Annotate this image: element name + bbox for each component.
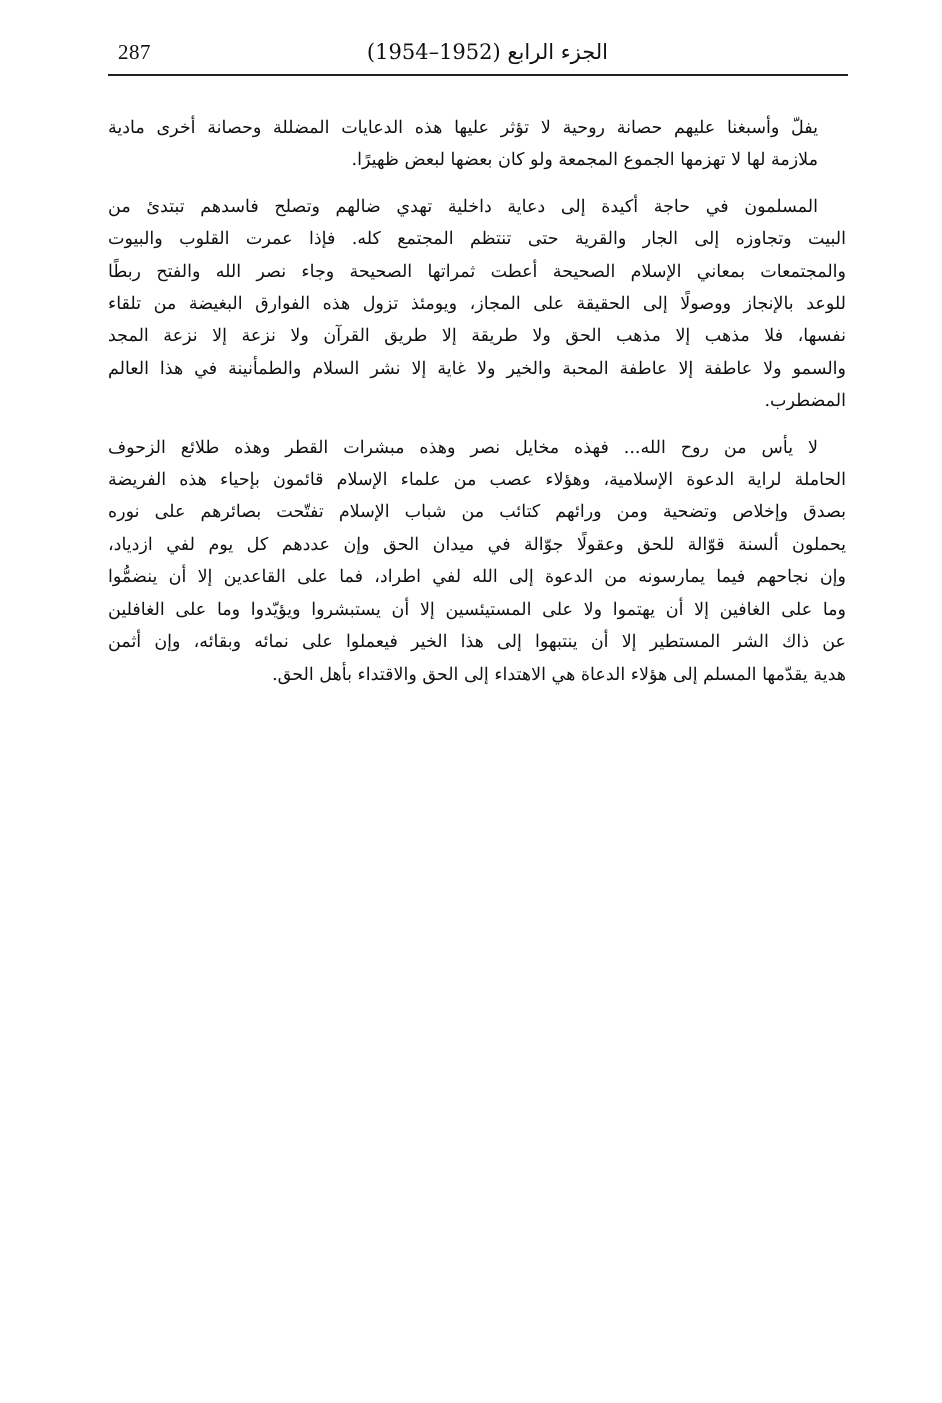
running-head: الجزء الرابع (1952–1954) [366,40,608,64]
paragraph-line: والمجتمعات بمعاني الإسلام الصحيحة أعطت ثمراتها الصحيحة وجاء نصر الله والفتح ربطًا [108,261,846,282]
page-header [108,36,848,76]
paragraph-3 [108,432,846,691]
paragraph-line: لا يأس من روح الله... فهذه مخايل نصر وهذه مبشرات القطر وهذه طلائع الزحوف [108,437,818,458]
paragraph-line: يحملون ألسنة قوّالة للحق وعقولًا جوّالة في ميدان الحق وإن عددهم كل يوم لفي ازدياد، [108,534,846,555]
paragraph-line: هدية يقدّمها المسلم إلى هؤلاء الدعاة هي الاهتداء إلى الحق والاقتداء بأهل الحق. [272,664,846,685]
paragraph-line: وإن نجاحهم فيما يمارسونه من الدعوة إلى الله لفي اطراد، فما على القاعدين إلا أن ينضمُّوا [108,567,846,588]
body-text [108,112,846,705]
paragraph-line: المضطرب. [764,391,846,412]
paragraph-line: البيت وتجاوزه إلى الجار والقرية حتى تنتظم المجتمع كله. فإذا عمرت القلوب والبيوت [108,229,846,250]
header-rule [108,74,848,76]
paragraph-line: للوعد بالإنجاز ووصولًا إلى الحقيقة على المجاز، ويومئذ تزول هذه الفوارق البغيضة من تلقاء [108,294,846,315]
paragraph-2 [108,191,846,418]
paragraph-line: ملازمة لها لا تهزمها الجموع المجمعة ولو كان بعضها لبعض ظهيرًا. [351,150,818,171]
paragraph-line: يفلّ وأسبغنا عليهم حصانة روحية لا تؤثر عليها هذه الدعايات المضللة وحصانة أخرى مادية [108,118,818,138]
paragraph-line: المسلمون في حاجة أكيدة إلى دعاية داخلية تهدي ضالهم وتصلح فاسدهم تبتدئ من [108,196,818,217]
paragraph-line: الحاملة لراية الدعوة الإسلامية، وهؤلاء عصب من علماء الإسلام قائمون بإحياء هذه الفريضة [108,470,846,491]
paragraph-1 [108,112,846,177]
paragraph-line: وما على الغافين إلا أن يهتموا ولا على المستيئسين إلا أن يستبشروا ويؤيّدوا وما على الغافلين [108,599,846,620]
page-number: 287 [118,40,151,64]
paragraph-line: بصدق وإخلاص وتضحية ومن ورائهم كتائب من شباب الإسلام تفتّحت بصائرهم على نوره [108,502,846,523]
paragraph-line: عن ذاك الشر المستطير إلا أن ينتبهوا إلى هذا الخير فيعملوا على نمائه وبقائه، وإن أثمن [108,632,846,653]
paragraph-line: والسمو ولا عاطفة إلا عاطفة المحبة والخير ولا غاية إلا نشر السلام والطمأنينة في هذا العالم [108,358,846,379]
paragraph-line: نفسها، فلا مذهب إلا مذهب الحق ولا طريقة إلا طريق القرآن ولا نزعة إلا نزعة المجد [108,326,846,347]
